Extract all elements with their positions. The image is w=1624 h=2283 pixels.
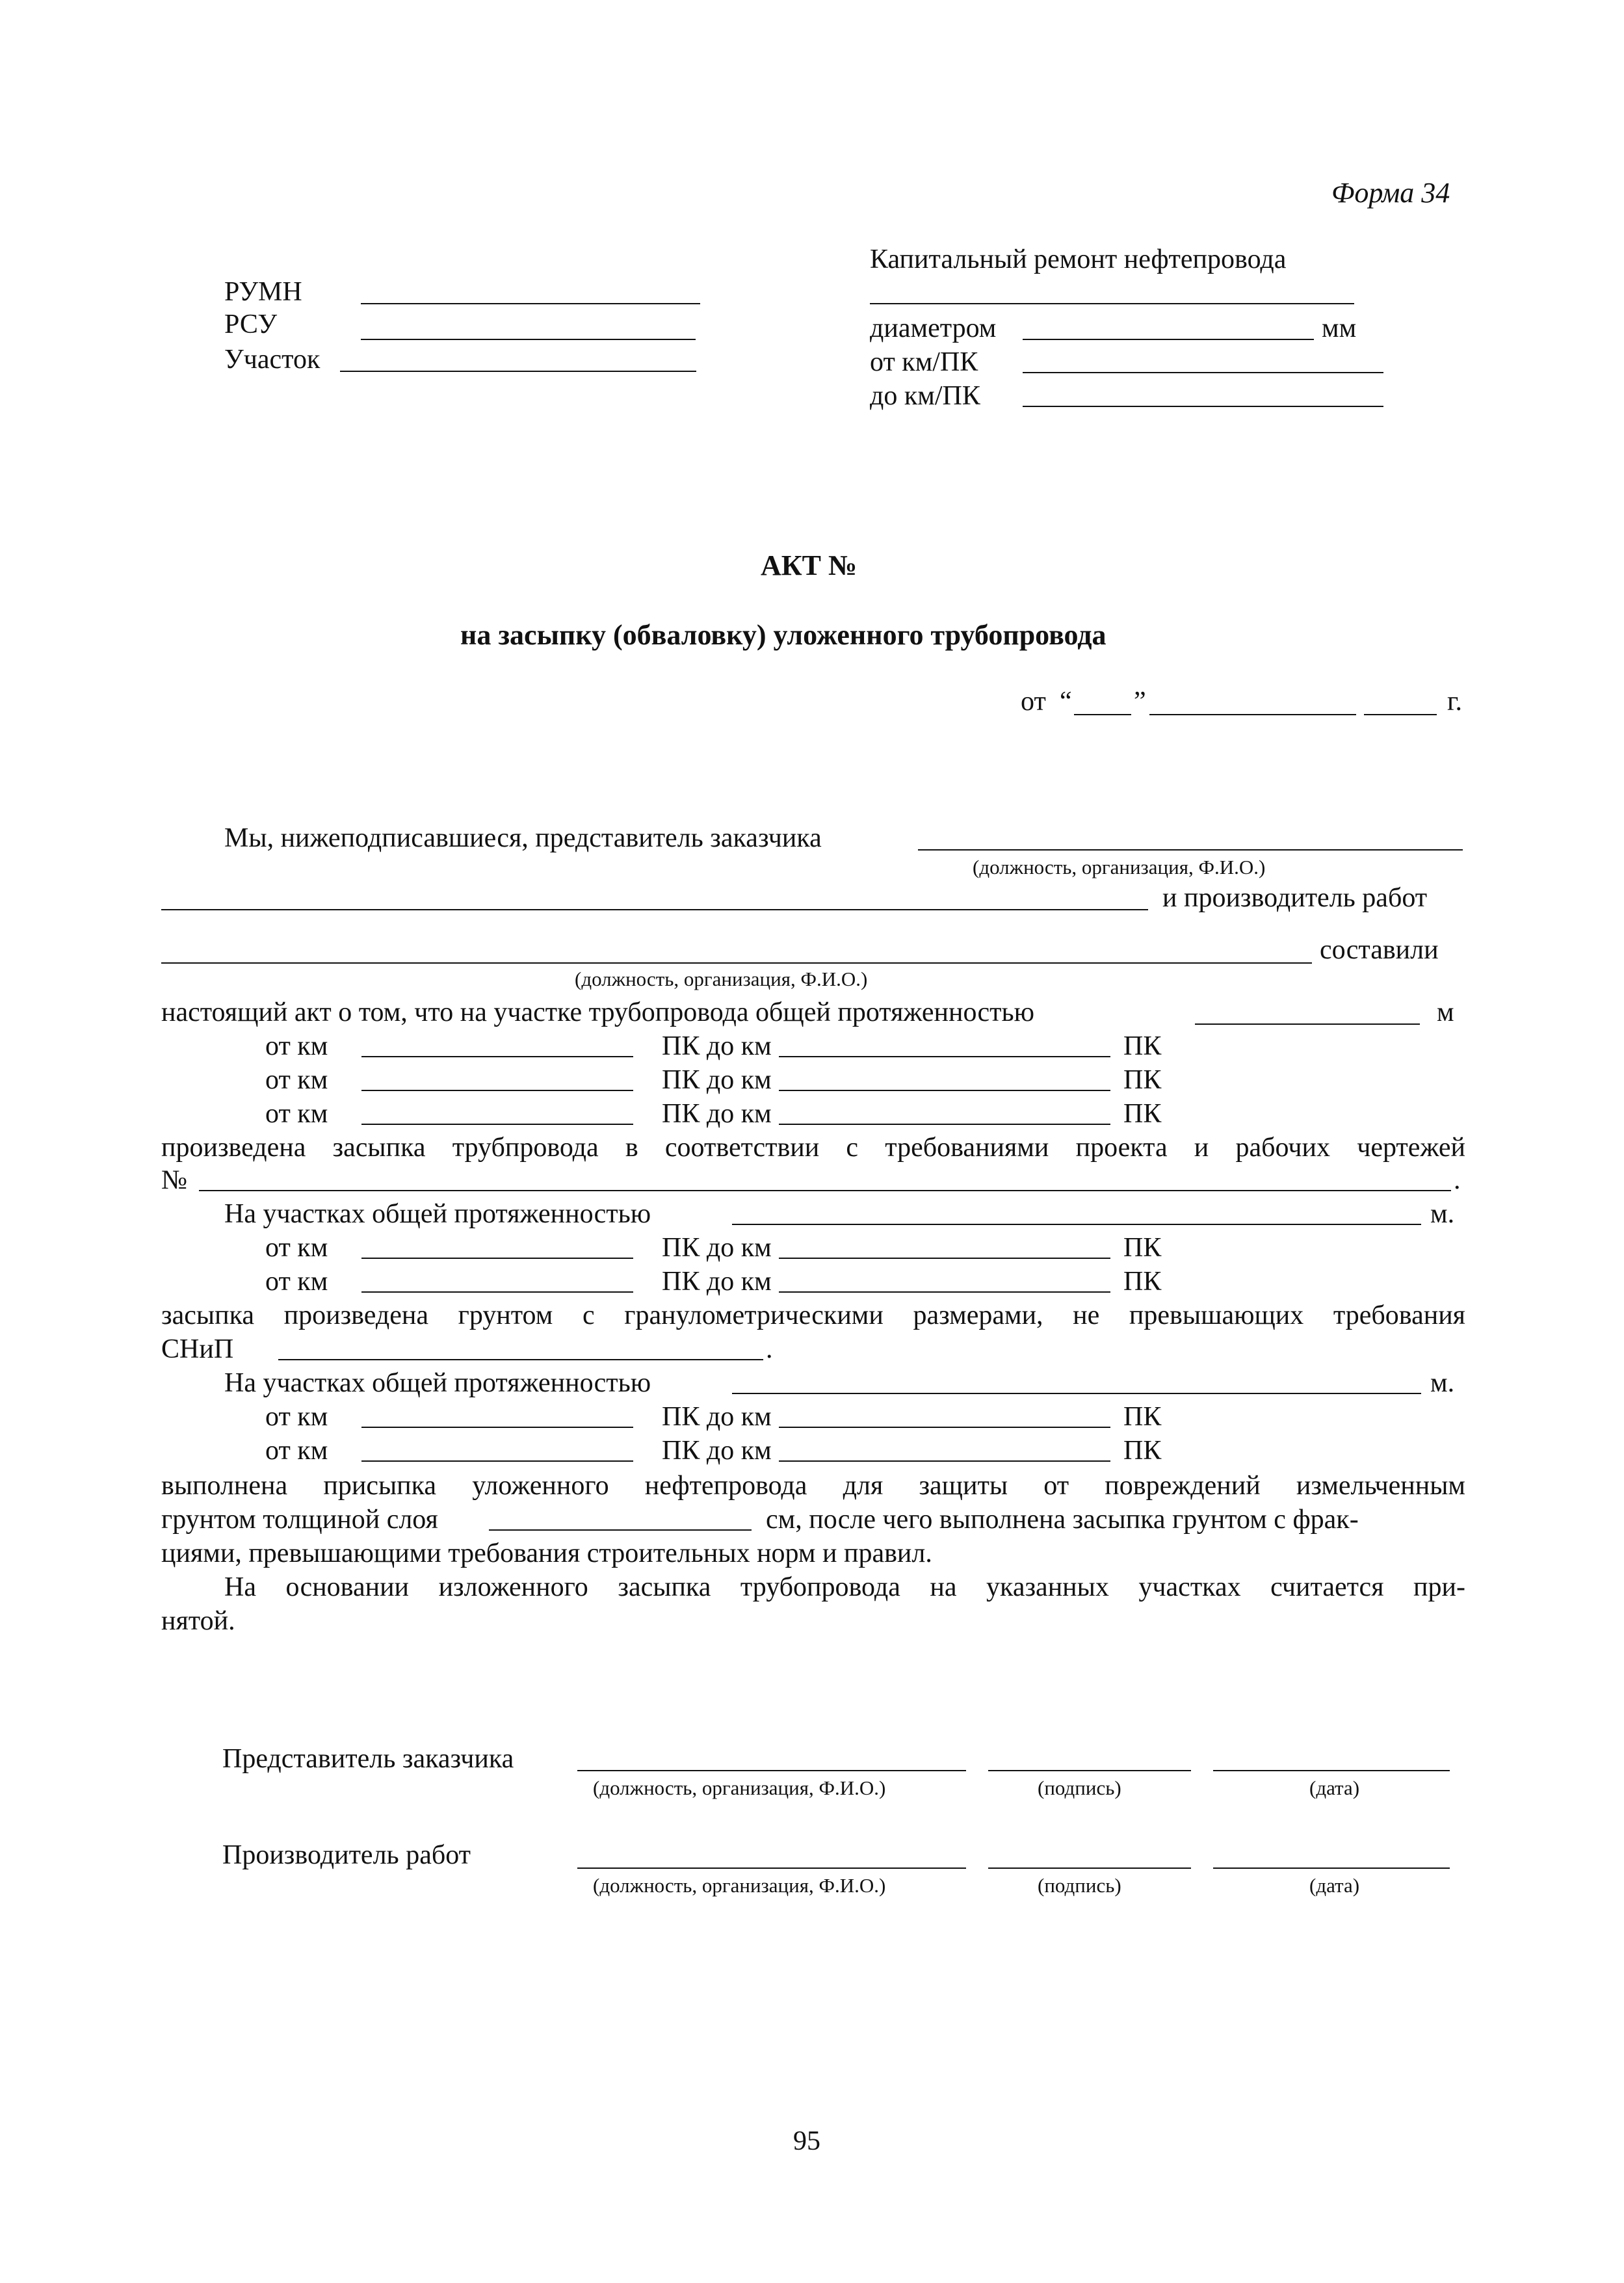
sections2-length-field[interactable] xyxy=(732,1224,1421,1225)
date-year-field[interactable] xyxy=(1364,714,1437,715)
sig1-sign-field[interactable] xyxy=(988,1770,1191,1771)
row5-from-field[interactable] xyxy=(361,1291,633,1293)
date-quote-open: “ xyxy=(1060,687,1072,717)
sig2-sign-field[interactable] xyxy=(988,1867,1191,1869)
row5-to-field[interactable] xyxy=(779,1291,1110,1293)
row3-to-field[interactable] xyxy=(779,1124,1110,1125)
rsu-field[interactable] xyxy=(361,339,696,340)
sig1-date-field[interactable] xyxy=(1213,1770,1450,1771)
row3-from-field[interactable] xyxy=(361,1124,633,1125)
row7-to-field[interactable] xyxy=(779,1460,1110,1462)
row2-from-field[interactable] xyxy=(361,1090,633,1091)
form-label: Форма 34 xyxy=(1331,177,1450,209)
row7-from-field[interactable] xyxy=(361,1460,633,1462)
conclusion-text-1: На основании изложенного засыпка трубопровода на указанных участках считается при- xyxy=(224,1572,1465,1602)
drawing-number-sign: № xyxy=(161,1165,188,1195)
act-subtitle: на засыпку (обваловку) уложенного трубопровода xyxy=(460,619,1107,651)
customer-rep-hint: (должность, организация, Ф.И.О.) xyxy=(973,856,1266,878)
row7-pk-to-label: ПК до км xyxy=(662,1436,772,1466)
repair-title: Капитальный ремонт нефтепровода xyxy=(870,244,1287,274)
row6-pk-label: ПК xyxy=(1123,1402,1162,1432)
act-title: АКТ № xyxy=(761,549,858,581)
row5-pk-label: ПК xyxy=(1123,1267,1162,1297)
date-quote-close: ” xyxy=(1134,687,1146,717)
padding-text-1: выполнена присыпка уложенного нефтепровода для защиты от повреждений измельченным xyxy=(161,1471,1465,1501)
soil-text: засыпка произведена грунтом с гранулометрическими размерами, не превышающих требования xyxy=(161,1300,1465,1330)
row4-pk-to-label: ПК до км xyxy=(662,1233,772,1263)
sections2-unit: м. xyxy=(1430,1199,1455,1229)
rsu-label: РСУ xyxy=(224,310,278,339)
customer-rep-field[interactable] xyxy=(918,849,1463,851)
row4-from-field[interactable] xyxy=(361,1258,633,1259)
row1-to-field[interactable] xyxy=(779,1056,1110,1057)
sections3-unit: м. xyxy=(1430,1368,1455,1398)
producer-hint: (должность, организация, Ф.И.О.) xyxy=(575,968,868,990)
diameter-unit: мм xyxy=(1322,313,1357,343)
row6-pk-to-label: ПК до км xyxy=(662,1402,772,1432)
row2-pk-label: ПК xyxy=(1123,1065,1162,1095)
sig1-org-field[interactable] xyxy=(577,1770,966,1771)
producer-label: и производитель работ xyxy=(1162,883,1428,913)
diameter-label: диаметром xyxy=(870,313,997,343)
sig1-sign-hint: (подпись) xyxy=(1038,1776,1121,1799)
date-year-suffix: г. xyxy=(1447,687,1462,717)
sig2-org-field[interactable] xyxy=(577,1867,966,1869)
drawing-number-field[interactable] xyxy=(199,1190,1451,1191)
snip-field[interactable] xyxy=(278,1359,763,1360)
from-km-field[interactable] xyxy=(1023,372,1383,373)
row6-from-field[interactable] xyxy=(361,1427,633,1428)
padding-text-2a: грунтом толщиной слоя xyxy=(161,1505,438,1535)
row5-pk-to-label: ПК до км xyxy=(662,1267,772,1297)
sig2-org-hint: (должность, организация, Ф.И.О.) xyxy=(593,1874,886,1897)
padding-text-2b: см, после чего выполнена засыпка грунтом с фрак- xyxy=(766,1505,1359,1535)
row4-pk-label: ПК xyxy=(1123,1233,1162,1263)
sig2-sign-hint: (подпись) xyxy=(1038,1874,1121,1897)
row7-pk-label: ПК xyxy=(1123,1436,1162,1466)
conclusion-text-2: нятой. xyxy=(161,1606,235,1636)
page-number: 95 xyxy=(793,2126,820,2156)
backfill-text: произведена засыпка трубпровода в соответствии с требованиями проекта и рабочих чертежей xyxy=(161,1133,1465,1163)
padding-text-3: циями, превышающими требования строительных норм и правил. xyxy=(161,1538,932,1568)
from-km-label: от км/ПК xyxy=(870,347,978,377)
snip-period: . xyxy=(766,1334,773,1364)
row1-from-field[interactable] xyxy=(361,1056,633,1057)
snip-label: СНиП xyxy=(161,1334,234,1364)
row4-from-label: от км xyxy=(265,1233,328,1263)
sig2-role: Производитель работ xyxy=(222,1840,471,1870)
row2-pk-to-label: ПК до км xyxy=(662,1065,772,1095)
date-month-field[interactable] xyxy=(1149,714,1356,715)
sig2-date-hint: (дата) xyxy=(1309,1874,1360,1897)
row6-from-label: от км xyxy=(265,1402,328,1432)
layer-thickness-field[interactable] xyxy=(489,1529,752,1531)
present-act-text: настоящий акт о том, что на участке трубопровода общей протяженностью xyxy=(161,997,1035,1027)
uchastok-label: Участок xyxy=(224,345,321,375)
total-length-unit: м xyxy=(1437,997,1454,1027)
row4-to-field[interactable] xyxy=(779,1258,1110,1259)
sig1-date-hint: (дата) xyxy=(1309,1776,1360,1799)
customer-rep-field-cont[interactable] xyxy=(161,909,1148,910)
producer-field[interactable] xyxy=(161,962,1312,964)
row1-pk-label: ПК xyxy=(1123,1031,1162,1061)
row1-pk-to-label: ПК до км xyxy=(662,1031,772,1061)
sections2-label: На участках общей протяженностью xyxy=(224,1199,651,1229)
row3-from-label: от км xyxy=(265,1099,328,1129)
row2-from-label: от км xyxy=(265,1065,328,1095)
rumn-field[interactable] xyxy=(361,303,700,304)
uchastok-field[interactable] xyxy=(340,371,696,372)
drawing-number-period: . xyxy=(1454,1165,1461,1195)
row3-pk-label: ПК xyxy=(1123,1099,1162,1129)
pipeline-name-field[interactable] xyxy=(870,303,1354,304)
row2-to-field[interactable] xyxy=(779,1090,1110,1091)
total-length-field[interactable] xyxy=(1195,1023,1420,1025)
row7-from-label: от км xyxy=(265,1436,328,1466)
to-km-label: до км/ПК xyxy=(870,381,980,411)
sections3-length-field[interactable] xyxy=(732,1393,1421,1394)
row3-pk-to-label: ПК до км xyxy=(662,1099,772,1129)
rumn-label: РУМН xyxy=(224,277,302,307)
date-day-field[interactable] xyxy=(1074,714,1131,715)
sig1-role: Представитель заказчика xyxy=(222,1744,514,1774)
date-from-label: от xyxy=(1021,687,1046,717)
intro-text: Мы, нижеподписавшиеся, представитель заказчика xyxy=(224,823,822,853)
row5-from-label: от км xyxy=(265,1267,328,1297)
compiled-label: составили xyxy=(1320,935,1439,965)
sig2-date-field[interactable] xyxy=(1213,1867,1450,1869)
diameter-field[interactable] xyxy=(1023,339,1314,340)
sections3-label: На участках общей протяженностью xyxy=(224,1368,651,1398)
row1-from-label: от км xyxy=(265,1031,328,1061)
to-km-field[interactable] xyxy=(1023,406,1383,407)
sig1-org-hint: (должность, организация, Ф.И.О.) xyxy=(593,1776,886,1799)
row6-to-field[interactable] xyxy=(779,1427,1110,1428)
